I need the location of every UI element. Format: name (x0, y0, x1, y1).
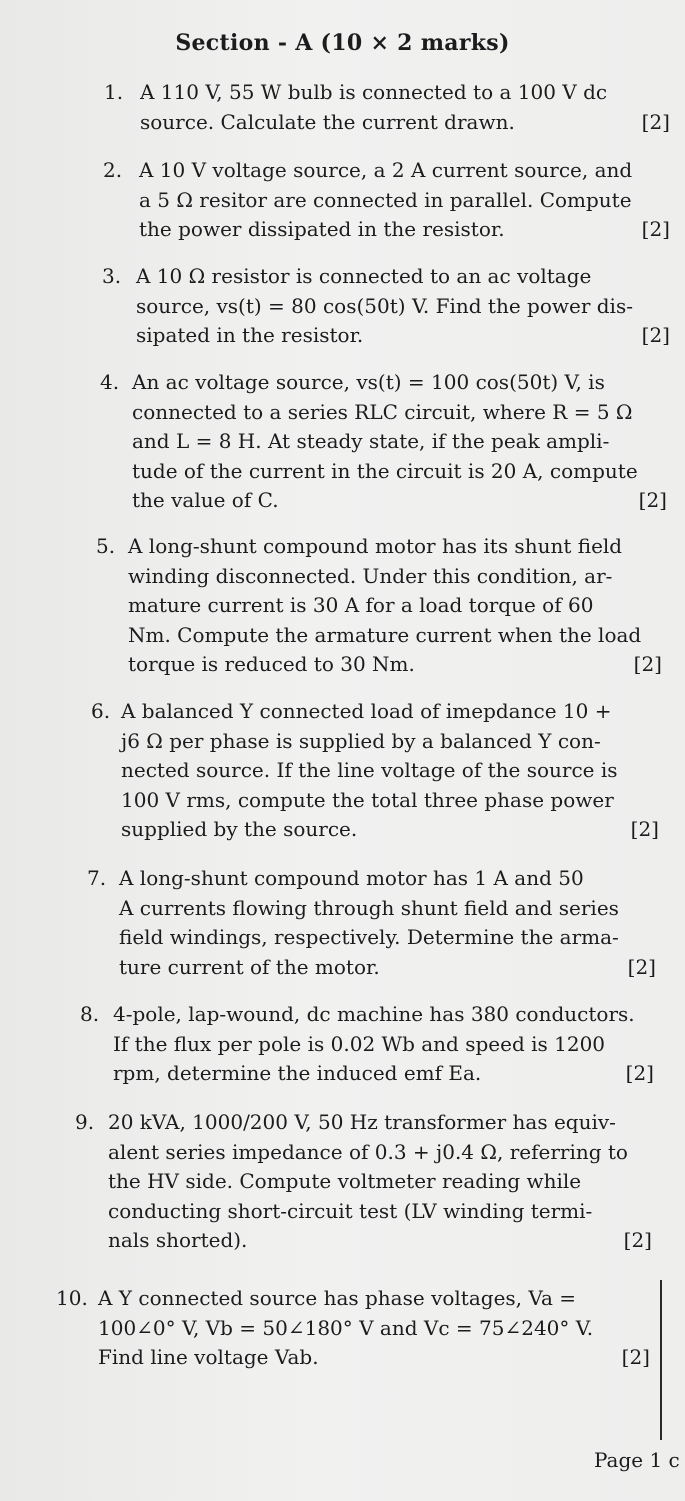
question-line: If the flux per pole is 0.02 Wb and speed is 1200 (113, 1031, 606, 1056)
question-6 (91, 697, 659, 845)
question-number: 7. (87, 866, 107, 890)
question-line: a 5 Ω resitor are connected in parallel. Compute (139, 187, 632, 212)
question-line: the value of C. (132, 488, 279, 512)
question-line: An ac voltage source, vs(t) = 100 cos(50t) V, is (132, 370, 605, 394)
question-number: 9. (75, 1110, 95, 1134)
question-line: nected source. If the line voltage of the source is (121, 758, 618, 782)
marks-badge: [2] (641, 109, 670, 134)
question-line: Nm. Compute the armature current when the load (128, 622, 642, 647)
question-line: j6 Ω per phase is supplied by a balanced Y con- (121, 728, 601, 753)
question-line: A 10 V voltage source, a 2 A current source, and (139, 158, 633, 182)
question-line: source, vs(t) = 80 cos(50t) V. Find the power dis- (136, 293, 633, 318)
question-line: A long-shunt compound motor has its shunt field (128, 534, 623, 558)
question-line: alent series impedance of 0.3 + j0.4 Ω, referring to (108, 1139, 628, 1164)
question-line: 20 kVA, 1000/200 V, 50 Hz transformer has equiv- (108, 1110, 616, 1134)
question-7 (87, 864, 656, 982)
question-line: supplied by the source. (121, 817, 358, 841)
question-2 (103, 156, 670, 245)
question-10 (56, 1284, 650, 1373)
question-line: sipated in the resistor. (136, 323, 364, 347)
question-number: 5. (96, 534, 116, 558)
question-line: rpm, determine the induced emf Ea. (113, 1061, 482, 1085)
question-line: A long-shunt compound motor has 1 A and 50 (119, 866, 584, 890)
question-9 (75, 1108, 652, 1256)
question-5 (96, 532, 662, 680)
marks-badge: [2] (627, 954, 656, 979)
question-line: winding disconnected. Under this condition, ar- (128, 563, 613, 588)
question-number: 10. (56, 1286, 88, 1310)
question-line: 100 V rms, compute the total three phase power (121, 787, 614, 812)
question-number: 6. (91, 699, 111, 723)
question-line: the power dissipated in the resistor. (139, 217, 505, 241)
question-line: and L = 8 H. At steady state, if the peak ampli- (132, 429, 610, 453)
question-line: source. Calculate the current drawn. (140, 109, 515, 134)
question-number: 2. (103, 158, 123, 182)
marks-badge: [2] (625, 1061, 654, 1085)
marks-badge: [2] (641, 323, 670, 347)
marks-badge: [2] (638, 488, 667, 512)
marks-badge: [2] (633, 652, 662, 676)
question-number: 4. (100, 370, 120, 394)
question-line: ture current of the motor. (119, 954, 380, 979)
question-line: A 110 V, 55 W bulb is connected to a 100 V dc (140, 80, 608, 104)
marks-badge: [2] (621, 1345, 650, 1369)
question-line: the HV side. Compute voltmeter reading while (108, 1169, 582, 1193)
question-line: 100∠0° V, Vb = 50∠180° V and Vc = 75∠240° V. (98, 1315, 594, 1340)
question-3 (102, 262, 670, 351)
question-4 (100, 368, 667, 516)
marks-badge: [2] (623, 1228, 652, 1252)
section-title: Section - A (10 × 2 marks) (175, 30, 510, 56)
question-line: tude of the current in the circuit is 20 A, compute (132, 458, 638, 483)
question-line: A currents flowing through shunt field and series (119, 895, 619, 920)
question-line: torque is reduced to 30 Nm. (128, 652, 415, 676)
question-number: 8. (80, 1002, 100, 1026)
question-line: A 10 Ω resistor is connected to an ac voltage (136, 264, 592, 288)
question-line: conducting short-circuit test (LV winding termi- (108, 1198, 593, 1223)
question-number: 3. (102, 264, 122, 288)
question-line: field windings, respectively. Determine the arma- (119, 925, 619, 949)
question-1 (104, 78, 670, 137)
question-line: 4-pole, lap-wound, dc machine has 380 conductors. (113, 1002, 635, 1026)
marks-badge: [2] (641, 217, 670, 241)
page-number: Page 1 c (594, 1448, 680, 1472)
question-line: A Y connected source has phase voltages, Va = (98, 1286, 577, 1310)
page-edge-divider (660, 1280, 662, 1440)
question-8 (80, 1000, 654, 1089)
question-line: Find line voltage Vab. (98, 1345, 319, 1369)
question-line: nals shorted). (108, 1228, 248, 1252)
question-line: mature current is 30 A for a load torque of 60 (128, 593, 594, 617)
question-number: 1. (104, 80, 124, 104)
question-line: connected to a series RLC circuit, where R = 5 Ω (132, 399, 633, 424)
marks-badge: [2] (630, 817, 659, 841)
question-line: A balanced Y connected load of imepdance 10 + (121, 699, 612, 723)
